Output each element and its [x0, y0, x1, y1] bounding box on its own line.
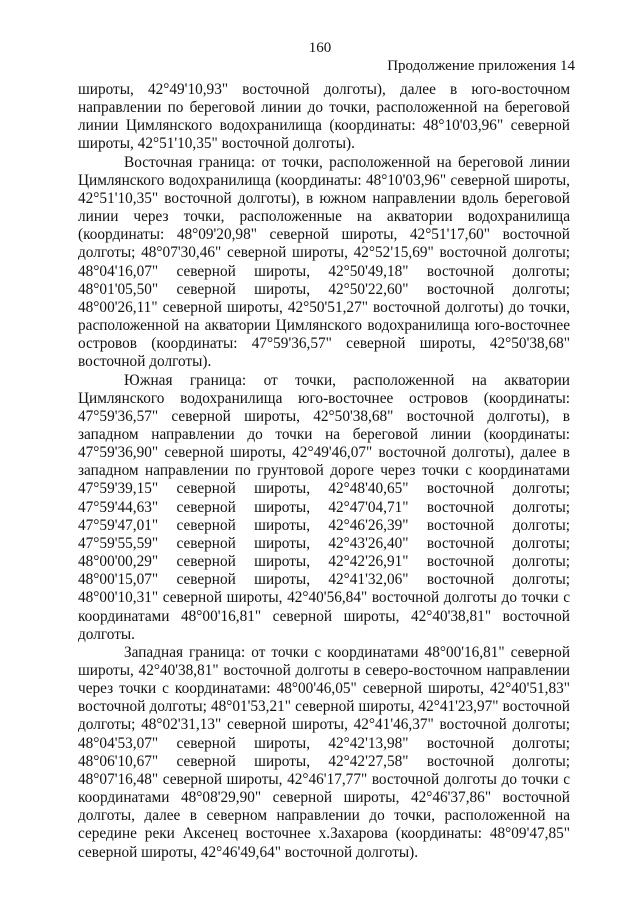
paragraph-east-border: Восточная граница: от точки, расположенной на береговой линии Цимлянского водохранилища (координаты: 48°10'03,96" северной широты, 42°51'10,35" восточной долготы), в южном направлении вдоль береговой линии через точки, расположенные на акватории водохранилища (координаты: 48°09'20,98" северной широты, 42°51'17,60" восточной долготы; 48°07'30,46" северной широты, 42°52'15,69" восточной долготы; 48°04'16,07" северной широты, 42°50'49,18" восточной долготы; 48°01'05,50" северной широты, 42°50'22,60" восточной долготы; 48°00'26,11" северной широты, 42°50'51,27" восточной долготы) до точки, расположенной на акватории Цимлянского водохранилища юго-восточнее островов (координаты: 47°59'36,57" северной широты, 42°50'38,68" восточной долготы). — [78, 153, 570, 371]
appendix-continuation-note: Продолжение приложения 14 — [387, 58, 575, 74]
page-number: 160 — [308, 40, 332, 56]
document-body — [78, 81, 570, 862]
paragraph-west-border: Западная граница: от точки с координатами 48°00'16,81" северной широты, 42°40'38,81" восточной долготы в северо-восточном направлении через точки с координатами: 48°00'46,05" северной широты, 42°40'51,83" восточной долготы; 48°01'53,21" северной широты, 42°41'23,97" восточной долготы; 48°02'31,13" северной широты, 42°41'46,37" восточной долготы; 48°04'53,07" северной широты, 42°42'13,98" восточной долготы; 48°06'10,67" северной широты, 42°42'27,58" восточной долготы; 48°07'16,48" северной широты, 42°46'17,77" восточной долготы до точки с координатами 48°08'29,90" северной широты, 42°46'37,86" восточной долготы, далее в северном направлении до точки, расположенной на середине реки Аксенец восточнее х.Захарова (координаты: 48°09'47,85" северной широты, 42°46'49,64" восточной долготы). — [78, 643, 570, 861]
paragraph-continuation: широты, 42°49'10,93" восточной долготы), далее в юго-восточном направлении по береговой линии до точки, расположенной на береговой линии Цимлянского водохранилища (координаты: 48°10'03,96" северной широты, 42°51'10,35" восточной долготы). — [78, 81, 570, 153]
paragraph-south-border: Южная граница: от точки, расположенной на акватории Цимлянского водохранилища юго-восточнее островов (координаты: 47°59'36,57" северной широты, 42°50'38,68" восточной долготы), в западном направлении до точки на береговой линии (координаты: 47°59'36,90" северной широты, 42°49'46,07" восточной долготы), далее в западном направлении по грунтовой дороге через точки с координатами 47°59'39,15" северной широты, 42°48'40,65" восточной долготы; 47°59'44,63" северной широты, 42°47'04,71" восточной долготы; 47°59'47,01" северной широты, 42°46'26,39" восточной долготы; 47°59'55,59" северной широты, 42°43'26,40" восточной долготы; 48°00'00,29" северной широты, 42°42'26,91" восточной долготы; 48°00'15,07" северной широты, 42°41'32,06" восточной долготы; 48°00'10,31" северной широты, 42°40'56,84" восточной долготы до точки с координатами 48°00'16,81" северной широты, 42°40'38,81" восточной долготы. — [78, 371, 570, 643]
